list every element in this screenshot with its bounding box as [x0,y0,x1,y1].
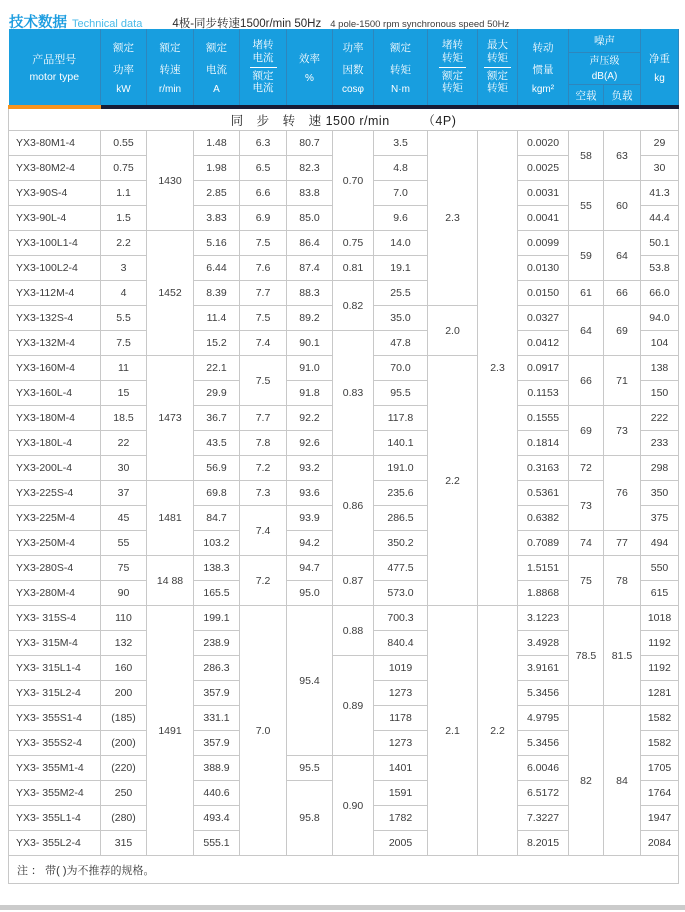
cell-power: 18.5 [101,406,147,431]
cell-model: YX3-112M-4 [9,281,101,306]
cell-weight: 29 [641,131,679,156]
cell-current: 555.1 [194,831,240,856]
cell-current: 56.9 [194,456,240,481]
cell-power: 4 [101,281,147,306]
cell-model: YX3- 315S-4 [9,606,101,631]
cell-efficiency: 86.4 [287,231,333,256]
cell-inertia: 0.0099 [518,231,569,256]
cell-efficiency: 90.1 [287,331,333,356]
cell-weight: 30 [641,156,679,181]
cell-noise_load: 84 [604,706,641,856]
cell-weight: 53.8 [641,256,679,281]
cell-model: YX3-132S-4 [9,306,101,331]
cell-locked_current_ratio: 7.6 [240,256,287,281]
cell-inertia: 0.0130 [518,256,569,281]
note-row [9,856,679,884]
technical-data-table [8,29,679,884]
cell-inertia: 1.5151 [518,556,569,581]
cell-model: YX3-90S-4 [9,181,101,206]
header-efficiency: 效率 % [287,29,333,107]
title-english: Technical data [72,18,143,30]
cell-locked_torque_ratio: 2.2 [428,356,478,606]
cell-torque: 117.8 [374,406,428,431]
cell-noise_noload: 78.5 [569,606,604,706]
cell-torque: 47.8 [374,331,428,356]
cell-torque: 573.0 [374,581,428,606]
cell-efficiency: 93.9 [287,506,333,531]
cell-model: YX3-280M-4 [9,581,101,606]
cell-current: 8.39 [194,281,240,306]
cell-current: 286.3 [194,656,240,681]
cell-weight: 615 [641,581,679,606]
cell-noise_noload: 59 [569,231,604,281]
cell-inertia: 0.1555 [518,406,569,431]
cell-noise_noload: 72 [569,456,604,481]
header-rated-power: 额定 功率 kW [101,29,147,107]
header-rated-torque: 额定 转矩 N·m [374,29,428,107]
cell-torque: 9.6 [374,206,428,231]
cell-locked_current_ratio: 7.4 [240,506,287,556]
cell-weight: 104 [641,331,679,356]
cell-torque: 191.0 [374,456,428,481]
cell-torque: 70.0 [374,356,428,381]
cell-inertia: 6.5172 [518,781,569,806]
cell-inertia: 0.0412 [518,331,569,356]
cell-inertia: 0.5361 [518,481,569,506]
cell-power: (200) [101,731,147,756]
cell-model: YX3- 355S1-4 [9,706,101,731]
cell-efficiency: 93.2 [287,456,333,481]
cell-weight: 1192 [641,656,679,681]
cell-locked_current_ratio: 7.4 [240,331,287,356]
cell-weight: 44.4 [641,206,679,231]
cell-efficiency: 91.0 [287,356,333,381]
cell-power: 132 [101,631,147,656]
cell-power_factor: 0.75 [333,231,374,256]
header-power-factor: 功率 因数 cosφ [333,29,374,107]
cell-power_factor: 0.70 [333,131,374,231]
cell-model: YX3-225M-4 [9,506,101,531]
cell-noise_noload: 73 [569,481,604,531]
cell-weight: 41.3 [641,181,679,206]
cell-current: 3.83 [194,206,240,231]
cell-torque: 140.1 [374,431,428,456]
cell-efficiency: 83.8 [287,181,333,206]
cell-inertia: 0.0020 [518,131,569,156]
cell-power_factor: 0.81 [333,256,374,281]
cell-inertia: 7.3227 [518,806,569,831]
cell-model: YX3-180M-4 [9,406,101,431]
cell-power: 11 [101,356,147,381]
cell-locked_current_ratio: 7.8 [240,431,287,456]
cell-power: 1.5 [101,206,147,231]
cell-power_factor: 0.90 [333,756,374,856]
fraction-line [250,67,277,68]
cell-model: YX3-160M-4 [9,356,101,381]
cell-noise_noload: 74 [569,531,604,556]
header-locked-torque-ratio: 堵转 转矩 额定 转矩 [428,29,478,107]
cell-torque: 1591 [374,781,428,806]
header-noise-noload: 空载 [569,85,604,108]
cell-weight: 1018 [641,606,679,631]
cell-weight: 1764 [641,781,679,806]
cell-model: YX3- 315L2-4 [9,681,101,706]
cell-power: 5.5 [101,306,147,331]
cell-noise_noload: 82 [569,706,604,856]
cell-power: 55 [101,531,147,556]
cell-weight: 1582 [641,706,679,731]
cell-inertia: 1.8868 [518,581,569,606]
cell-weight: 1281 [641,681,679,706]
cell-efficiency: 94.2 [287,531,333,556]
cell-model: YX3- 355L1-4 [9,806,101,831]
page-title [0,0,685,29]
cell-noise_load: 81.5 [604,606,641,706]
cell-noise_noload: 55 [569,181,604,231]
cell-current: 493.4 [194,806,240,831]
cell-efficiency: 88.3 [287,281,333,306]
cell-torque: 1178 [374,706,428,731]
cell-current: 388.9 [194,756,240,781]
cell-locked_current_ratio: 7.2 [240,456,287,481]
cell-model: YX3-80M1-4 [9,131,101,156]
cell-efficiency: 95.5 [287,756,333,781]
cell-torque: 25.5 [374,281,428,306]
cell-inertia: 0.0327 [518,306,569,331]
cell-efficiency: 95.0 [287,581,333,606]
cell-model: YX3-225S-4 [9,481,101,506]
subtitle-chinese: 4极-同步转速1500r/min 50Hz [172,18,322,30]
cell-power: 30 [101,456,147,481]
cell-power_factor: 0.88 [333,606,374,656]
cell-current: 5.16 [194,231,240,256]
cell-noise_load: 71 [604,356,641,406]
cell-noise_load: 64 [604,231,641,281]
cell-power: 0.75 [101,156,147,181]
subtitle-english: 4 pole-1500 rpm synchronous speed 50Hz [330,19,510,30]
cell-current: 11.4 [194,306,240,331]
cell-current: 36.7 [194,406,240,431]
cell-locked_current_ratio: 7.5 [240,231,287,256]
header-noise-load: 负载 [604,85,641,108]
cell-efficiency: 95.4 [287,606,333,756]
cell-power: (185) [101,706,147,731]
cell-torque: 350.2 [374,531,428,556]
cell-torque: 3.5 [374,131,428,156]
cell-power: 160 [101,656,147,681]
cell-power: (280) [101,806,147,831]
cell-locked_torque_ratio: 2.3 [428,131,478,306]
cell-efficiency: 80.7 [287,131,333,156]
cell-current: 29.9 [194,381,240,406]
header-max-torque-ratio: 最大 转矩 额定 转矩 [478,29,518,107]
cell-inertia: 0.0041 [518,206,569,231]
cell-power: 315 [101,831,147,856]
cell-torque: 700.3 [374,606,428,631]
cell-weight: 50.1 [641,231,679,256]
cell-max_torque_ratio: 2.3 [478,131,518,606]
cell-model: YX3- 355L2-4 [9,831,101,856]
cell-weight: 2084 [641,831,679,856]
cell-weight: 94.0 [641,306,679,331]
cell-speed: 1473 [147,356,194,481]
cell-torque: 7.0 [374,181,428,206]
cell-efficiency: 94.7 [287,556,333,581]
cell-noise_noload: 69 [569,406,604,456]
cell-torque: 840.4 [374,631,428,656]
cell-torque: 1401 [374,756,428,781]
cell-power: 7.5 [101,331,147,356]
cell-inertia: 6.0046 [518,756,569,781]
cell-weight: 350 [641,481,679,506]
cell-current: 2.85 [194,181,240,206]
cell-power_factor: 0.87 [333,556,374,606]
cell-efficiency: 89.2 [287,306,333,331]
cell-torque: 19.1 [374,256,428,281]
cell-locked_torque_ratio: 2.0 [428,306,478,356]
cell-noise_load: 63 [604,131,641,181]
fraction-line [439,67,466,68]
cell-inertia: 0.0150 [518,281,569,306]
cell-torque: 235.6 [374,481,428,506]
cell-torque: 1019 [374,656,428,681]
cell-noise_load: 60 [604,181,641,231]
cell-noise_load: 69 [604,306,641,356]
cell-inertia: 3.9161 [518,656,569,681]
cell-weight: 494 [641,531,679,556]
table-row [9,556,679,581]
cell-model: YX3- 355S2-4 [9,731,101,756]
cell-torque: 1273 [374,731,428,756]
cell-inertia: 8.2015 [518,831,569,856]
cell-noise_noload: 61 [569,281,604,306]
cell-current: 69.8 [194,481,240,506]
cell-efficiency: 85.0 [287,206,333,231]
table-row [9,231,679,256]
header-rated-current: 额定 电流 A [194,29,240,107]
cell-model: YX3- 355M2-4 [9,781,101,806]
cell-speed: 1491 [147,606,194,856]
cell-inertia: 3.4928 [518,631,569,656]
cell-noise_noload: 75 [569,556,604,606]
cell-inertia: 0.7089 [518,531,569,556]
cell-noise_noload: 66 [569,356,604,406]
cell-inertia: 5.3456 [518,731,569,756]
cell-inertia: 0.0031 [518,181,569,206]
cell-inertia: 4.9795 [518,706,569,731]
cell-power: 37 [101,481,147,506]
cell-inertia: 0.1153 [518,381,569,406]
cell-locked_torque_ratio: 2.1 [428,606,478,856]
cell-current: 103.2 [194,531,240,556]
cell-torque: 95.5 [374,381,428,406]
cell-current: 43.5 [194,431,240,456]
cell-locked_current_ratio: 6.6 [240,181,287,206]
cell-current: 84.7 [194,506,240,531]
cell-model: YX3-80M2-4 [9,156,101,181]
cell-torque: 286.5 [374,506,428,531]
cell-efficiency: 92.2 [287,406,333,431]
cell-weight: 1582 [641,731,679,756]
cell-efficiency: 93.6 [287,481,333,506]
cell-power: 2.2 [101,231,147,256]
cell-model: YX3- 315M-4 [9,631,101,656]
cell-power: 90 [101,581,147,606]
cell-power: 110 [101,606,147,631]
header-motor-type: 产品型号 motor type [9,29,101,107]
cell-locked_current_ratio: 7.5 [240,306,287,331]
cell-model: YX3-200L-4 [9,456,101,481]
cell-speed: 14 88 [147,556,194,606]
cell-locked_current_ratio: 6.9 [240,206,287,231]
cell-inertia: 0.0025 [518,156,569,181]
cell-efficiency: 82.3 [287,156,333,181]
cell-inertia: 0.1814 [518,431,569,456]
cell-locked_current_ratio: 7.3 [240,481,287,506]
fraction-line [484,67,511,68]
cell-weight: 138 [641,356,679,381]
cell-weight: 233 [641,431,679,456]
cell-speed: 1481 [147,481,194,556]
cell-current: 165.5 [194,581,240,606]
table-row [9,456,679,481]
header-locked-current-ratio: 堵转 电流 额定 电流 [240,29,287,107]
cell-current: 199.1 [194,606,240,631]
cell-model: YX3-100L2-4 [9,256,101,281]
cell-speed: 1452 [147,231,194,356]
cell-weight: 222 [641,406,679,431]
cell-model: YX3-132M-4 [9,331,101,356]
cell-efficiency: 95.8 [287,781,333,856]
cell-current: 15.2 [194,331,240,356]
cell-locked_current_ratio: 7.2 [240,556,287,606]
cell-power: 22 [101,431,147,456]
cell-inertia: 0.3163 [518,456,569,481]
cell-current: 440.6 [194,781,240,806]
cell-current: 22.1 [194,356,240,381]
synchronous-speed-row [9,107,679,131]
cell-current: 6.44 [194,256,240,281]
cell-locked_current_ratio: 7.7 [240,406,287,431]
table-row [9,606,679,631]
cell-weight: 375 [641,506,679,531]
cell-power: 3 [101,256,147,281]
cell-power_factor: 0.83 [333,331,374,456]
cell-noise_load: 76 [604,456,641,531]
cell-power_factor: 0.82 [333,281,374,331]
cell-torque: 477.5 [374,556,428,581]
cell-current: 1.98 [194,156,240,181]
cell-weight: 1192 [641,631,679,656]
cell-weight: 66.0 [641,281,679,306]
cell-inertia: 5.3456 [518,681,569,706]
cell-torque: 2005 [374,831,428,856]
cell-noise_noload: 64 [569,306,604,356]
cell-locked_current_ratio: 7.5 [240,356,287,406]
cell-noise_load: 73 [604,406,641,456]
table-row [9,281,679,306]
cell-current: 331.1 [194,706,240,731]
title-chinese: 技术数据 [9,15,67,31]
cell-model: YX3-280S-4 [9,556,101,581]
cell-weight: 150 [641,381,679,406]
header-inertia: 转动 惯量 kgm² [518,29,569,107]
table-footer [9,856,679,884]
header-noise: 噪声 [569,29,641,53]
cell-noise_load: 77 [604,531,641,556]
cell-model: YX3- 315L1-4 [9,656,101,681]
cell-power: 15 [101,381,147,406]
cell-max_torque_ratio: 2.2 [478,606,518,856]
bottom-divider [0,905,685,910]
cell-noise_noload: 58 [569,131,604,181]
cell-power: (220) [101,756,147,781]
cell-inertia: 3.1223 [518,606,569,631]
cell-inertia: 0.0917 [518,356,569,381]
cell-power_factor: 0.89 [333,656,374,756]
cell-power: 1.1 [101,181,147,206]
cell-model: YX3-90L-4 [9,206,101,231]
cell-power: 200 [101,681,147,706]
cell-model: YX3-100L1-4 [9,231,101,256]
cell-locked_current_ratio: 7.0 [240,606,287,856]
cell-power_factor: 0.86 [333,456,374,556]
cell-current: 238.9 [194,631,240,656]
cell-power: 0.55 [101,131,147,156]
cell-current: 138.3 [194,556,240,581]
cell-power: 45 [101,506,147,531]
cell-weight: 1705 [641,756,679,781]
cell-torque: 1273 [374,681,428,706]
header-weight: 净重 kg [641,29,679,107]
cell-efficiency: 87.4 [287,256,333,281]
note-text: 注 ： 带( )为不推荐的规格。 [9,856,679,884]
cell-torque: 35.0 [374,306,428,331]
cell-locked_current_ratio: 7.7 [240,281,287,306]
cell-current: 1.48 [194,131,240,156]
cell-inertia: 0.6382 [518,506,569,531]
cell-model: YX3-180L-4 [9,431,101,456]
cell-torque: 14.0 [374,231,428,256]
cell-efficiency: 91.8 [287,381,333,406]
cell-speed: 1430 [147,131,194,231]
cell-weight: 550 [641,556,679,581]
cell-model: YX3- 355M1-4 [9,756,101,781]
cell-power: 250 [101,781,147,806]
synchronous-speed-label: 同 步 转 速 1500 r/min （4P) [9,107,679,131]
cell-torque: 1782 [374,806,428,831]
table-row [9,131,679,156]
cell-torque: 4.8 [374,156,428,181]
cell-current: 357.9 [194,681,240,706]
cell-weight: 1947 [641,806,679,831]
cell-locked_current_ratio: 6.3 [240,131,287,156]
cell-efficiency: 92.6 [287,431,333,456]
header-sound-pressure-level: 声压级 dB(A) [569,53,641,85]
cell-model: YX3-160L-4 [9,381,101,406]
cell-weight: 298 [641,456,679,481]
cell-noise_load: 66 [604,281,641,306]
table-header [9,29,679,107]
cell-power: 75 [101,556,147,581]
cell-noise_load: 78 [604,556,641,606]
cell-model: YX3-250M-4 [9,531,101,556]
header-rated-speed: 额定 转速 r/min [147,29,194,107]
cell-current: 357.9 [194,731,240,756]
table-body [9,107,679,856]
cell-locked_current_ratio: 6.5 [240,156,287,181]
